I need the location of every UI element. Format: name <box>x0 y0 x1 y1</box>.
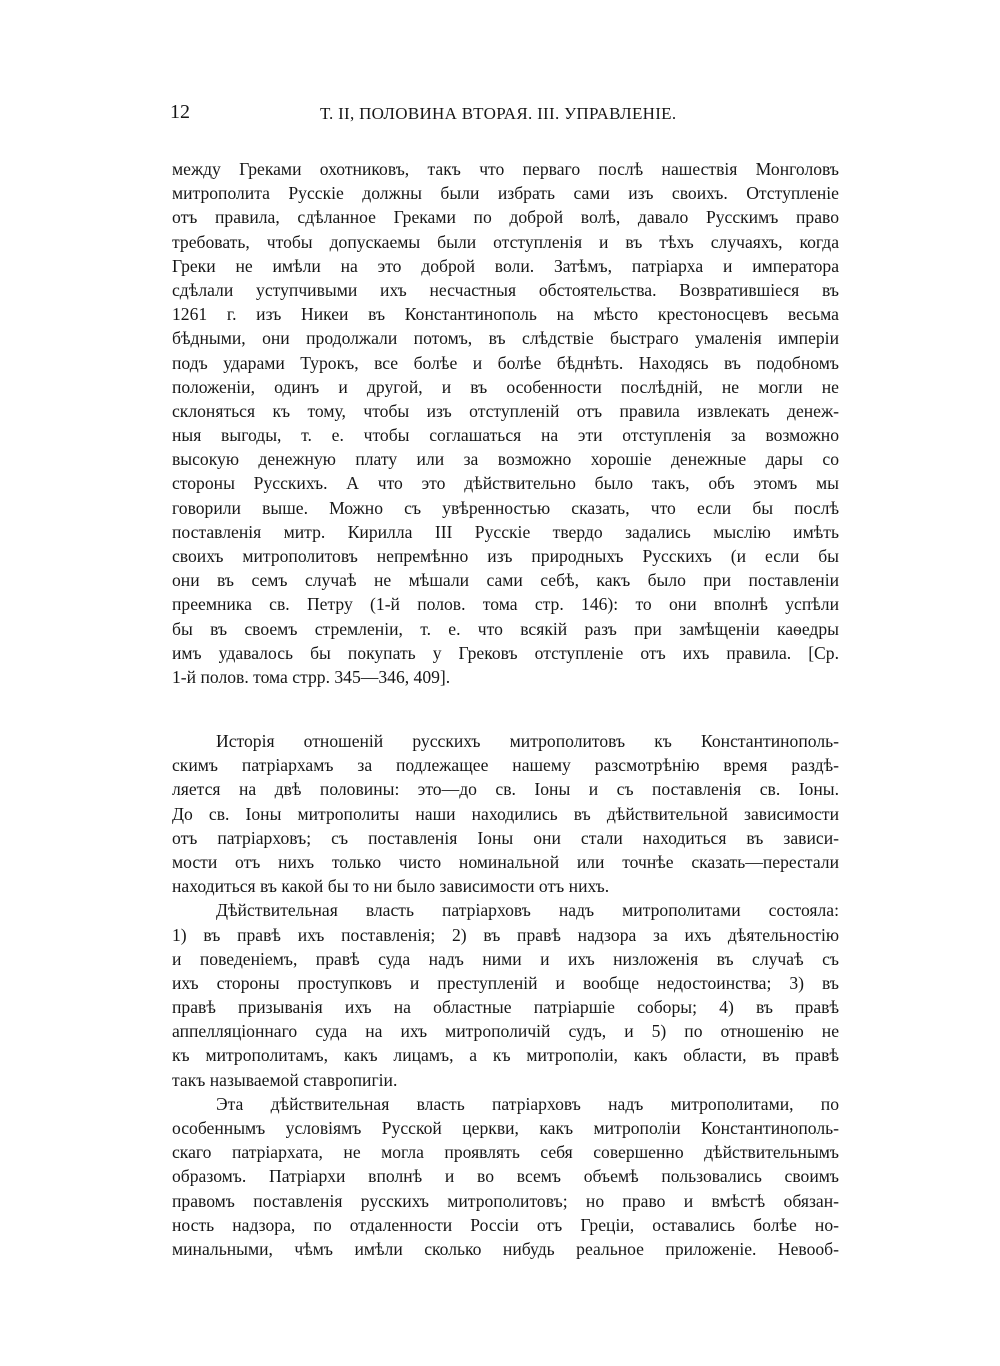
text-line: бы въ своемъ стремленіи, т. е. что всякій разъ при замѣщеніи каѳедры <box>172 618 839 639</box>
text-line: поставленія митр. Кирилла III Русскіе твердо задались мыслію имѣть <box>172 521 839 542</box>
text-line: аппелляціоннаго суда на ихъ митрополичій судъ, и 5) по отношенію не <box>172 1021 839 1042</box>
text-line: правомъ поставленія русскихъ митрополитовъ; но право и вмѣстѣ обязан- <box>172 1190 839 1211</box>
paragraph <box>172 898 839 1092</box>
section-body <box>172 729 839 1261</box>
text-line: особеннымъ условіямъ Русской церкви, какъ митрополіи Константинополь- <box>172 1118 839 1138</box>
text-line: 1) въ правѣ ихъ поставленія; 2) въ правѣ надзора за ихъ дѣятельностію <box>172 924 839 945</box>
text-line: имъ удавалось бы покупать у Грековъ отступленіе отъ ихъ правила. [Ср. <box>172 642 839 663</box>
text-line: мости отъ нихъ только чисто номинальной или точнѣе сказать—перестали <box>172 851 839 872</box>
text-line: высокую денежную плату или за возможно хорошіе денежные дары со <box>172 449 839 470</box>
text-line: преемника св. Петру (1-й полов. тома стр. 146): то они вполнѣ успѣли <box>172 594 839 615</box>
text-line: Эта дѣйствительная власть патріарховъ надъ митрополитами, по <box>216 1093 839 1114</box>
text-line: ихъ стороны проступковъ и преступленій и вообще недостоинства; 3) въ <box>172 972 839 993</box>
text-line: своихъ митрополитовъ непремѣнно изъ природныхъ Русскихъ (и если бы <box>172 546 839 566</box>
text-line: склоняться къ тому, чтобы изъ отступленій отъ правила извлекать денеж- <box>172 400 839 421</box>
text-line: митрополита Русскіе должны были избрать сами изъ своихъ. Отступленіе <box>172 183 839 204</box>
running-header: Т. II, ПОЛОВИНА ВТОРАЯ. III. УПРАВЛЕНIЕ. <box>320 104 677 123</box>
text-line: 1261 г. изъ Никеи въ Константинополь на мѣсто крестоносцевъ весьма <box>172 304 839 325</box>
text-line: Греки не имѣли на это доброй воли. Затѣмъ, патріарха и императора <box>172 255 839 276</box>
paragraph <box>172 1092 839 1261</box>
text-line: До св. Іоны митрополиты наши находились въ дѣйствительной зависимости <box>172 803 839 824</box>
text-line: скаго патріархата, не могла проявлять себя совершенно дѣйствительнымъ <box>172 1142 839 1163</box>
paragraph <box>172 729 839 898</box>
text-line: они въ семъ случаѣ не мѣшали сами себѣ, какъ было при поставленіи <box>172 570 839 591</box>
text-line: ныя выгоды, т. е. чтобы соглашаться на эти отступленія за возможно <box>172 425 839 446</box>
text-line: стороны Русскихъ. А что это дѣйствительно было такъ, объ этомъ мы <box>172 473 839 494</box>
text-line: минальными, чѣмъ имѣли сколько нибудь реальное приложеніе. Невооб- <box>172 1238 839 1259</box>
text-line: требовать, чтобы допускаемы были отступленія и въ тѣхъ случаяхъ, когда <box>172 231 839 252</box>
text-line: 1-й полов. тома стрр. 345—346, 409]. <box>172 666 451 687</box>
text-line: отъ патріарховъ; съ поставленія Іоны они стали находиться въ зависи- <box>172 827 839 848</box>
text-line: говорили выше. Можно съ увѣренностью сказать, что если бы послѣ <box>172 497 839 518</box>
text-line: къ митрополитамъ, какъ лицамъ, а къ митрополіи, какъ области, въ правѣ <box>172 1045 839 1066</box>
text-line: и поведеніемъ, правѣ суда надъ ними и ихъ низложенія въ случаѣ съ <box>172 948 839 969</box>
text-line: Дѣйствительная власть патріарховъ надъ митрополитами состояла: <box>216 900 839 921</box>
text-line: образомъ. Патріархи вполнѣ и во всемъ объемѣ пользовались своимъ <box>172 1166 839 1187</box>
text-line: положеніи, одинъ и другой, и въ особенности послѣдній, не могли не <box>172 376 839 397</box>
text-line: находиться въ какой бы то ни было зависимости отъ нихъ. <box>172 876 610 897</box>
text-line: отъ правила, сдѣланное Греками по доброй волѣ, давало Русскимъ право <box>172 207 839 228</box>
text-line: такъ называемой ставропигіи. <box>172 1069 398 1090</box>
text-line: скимъ патріархамъ за подлежащее нашему разсмотрѣнію время раздѣ- <box>172 755 839 776</box>
paragraph-continuation <box>172 157 839 689</box>
text-line: подъ ударами Турокъ, все болѣе и болѣе бѣднѣть. Находясь въ подобномъ <box>172 352 839 373</box>
text-line: бѣдными, они продолжали потомъ, въ слѣдствіе быстраго умаленія имперіи <box>172 328 839 349</box>
text-line: правѣ призыванія ихъ на областные патріаршіе соборы; 4) въ правѣ <box>172 997 839 1018</box>
page-number: 12 <box>170 101 190 123</box>
text-line: ность надзора, по отдаленности Россіи отъ Греціи, оставались болѣе но- <box>172 1214 839 1235</box>
text-line: сдѣлали уступчивыми ихъ несчастныя обстоятельства. Возвратившіеся въ <box>172 279 839 300</box>
text-line: Исторія отношеній русскихъ митрополитовъ къ Константинополь- <box>216 731 839 751</box>
text-line: между Греками охотниковъ, такъ что перваго послѣ нашествія Монголовъ <box>172 159 839 179</box>
text-line: ляется на двѣ половины: это—до св. Іоны и съ поставленія св. Іоны. <box>172 779 839 800</box>
